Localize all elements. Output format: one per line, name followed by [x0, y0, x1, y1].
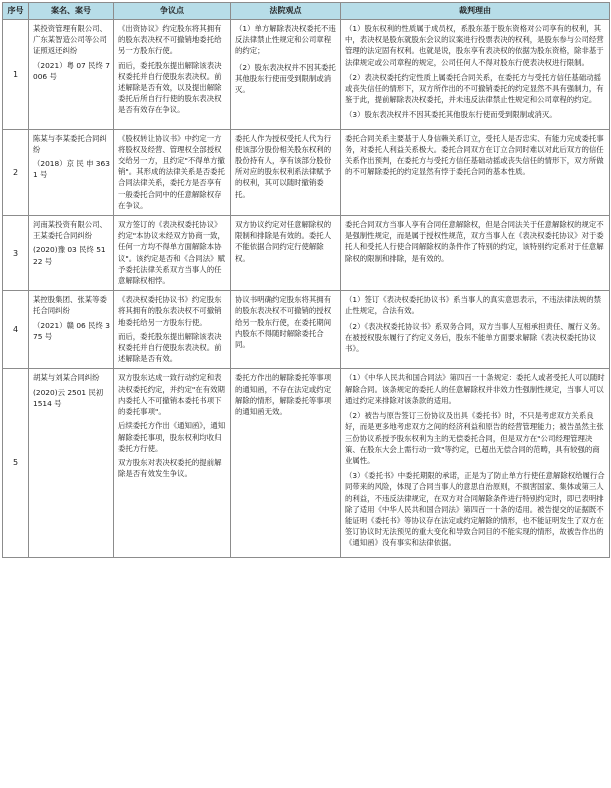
header-no: 序号: [3, 3, 29, 20]
reason-text: （2）被告与原告签订三份协议及出具《委托书》时，不只是考虑双方关系良好，而是更多地考虑双方之间的经济利益和原告的经营管理能力；被告虽然主张三份协议系授予股东权利为主的无偿委托合同，但是双方在"公司经理管理决策、在股东大会上需行动一致"等约定，已超出无偿合同的范畴，具有较强的商业属性。: [345, 411, 604, 465]
case-name: 某投资管理有限公司、广东某智造公司等公司证照返还纠纷: [33, 24, 107, 56]
dispute-text: 而后，委托股东提出解除该表决权委托并自行使股东表决权。前述解除是否有效。: [118, 331, 222, 364]
court-view-cell: [231, 369, 341, 557]
case-number: (2020)豫 03 民终 5122 号: [33, 245, 106, 266]
table-row: [3, 216, 610, 291]
case-name-cell: [29, 129, 114, 215]
table-row: [3, 291, 610, 369]
row-number: 3: [3, 216, 29, 291]
court-view-cell: [231, 291, 341, 369]
table-row: [3, 369, 610, 557]
reason-text: （1）《中华人民共和国合同法》第四百一十条规定：委托人或者受托人可以随时解除合同。该条规定的委托人的任意解除权并非效力性强制性规定，当事人可以通过约定来排除对该条款的适用。: [345, 373, 605, 405]
case-name: 某控股集团、张某等委托合同纠纷: [33, 295, 107, 316]
reason-text: （1）股东权利的性质属于成员权，系股东基于股东资格对公司享有的权利，其中，表决权是股东就股东会议的议案进行投票表决的权利，是股东参与公司经营管理的法定固有权利。也就是说，股东享有表决权的依据为股东资格，除非基于法律规定或公司章程的规定，公司任何人不得对股东行使表决权进行限制。: [345, 24, 604, 67]
reason-text: （3）股东表决权并不因其委托其他股东行使而受到限制或消灭。: [345, 110, 557, 120]
reason-cell: [341, 129, 610, 215]
court-view-text: 双方协议约定对任意解除权的限制和排除是有效的。委托人不能依据合同约定行使解除权。: [235, 220, 332, 263]
header-reason: 裁判理由: [341, 3, 610, 20]
dispute-text: 《股权转让协议书》中约定一方将股权及经营、管理权全部授权交给另一方，且约定"不得单方撤销"。其形成的法律关系是否委托合同法律关系，委托方是否享有一般委托合同中的任意解除权存在争议。: [118, 133, 225, 210]
court-view-text: 委托人作为授权受托人代为行使该部分股份相关股东权利的股份持有人，享有该部分股份所对应的股东权利系法律赋予的权利，其可以随时撤销委托。: [235, 133, 332, 199]
case-name-cell: [29, 216, 114, 291]
reason-text: （2）表决权委托约定性质上属委托合同关系，在委托方与受托方信任基础动摇或丧失信任的情形下，双方所作出的不可撤销委托的约定显然不具有强制力，有鉴于此，提前解除表决权委托，并未违反法律禁止性规定和公司章程的约定。: [345, 72, 604, 105]
dispute-text: 双方股东达成一致行动约定和表决权委托约定，并约定"在有效期内委托人不可撤销本委托书项下的委托事项"。: [118, 373, 225, 417]
case-name: 陈某与李某委托合同纠纷: [33, 133, 107, 154]
reason-cell: [341, 291, 610, 369]
reason-text: （1）签订《表决权委托协议书》系当事人的真实意思表示，不违法律法规的禁止性规定，合法有效。: [345, 295, 601, 316]
row-number: 4: [3, 291, 29, 369]
reason-text: 委托合同双方当事人享有合同任意解除权，但是合同法关于任意解除权的规定不是强制性规定，而是属于授权性规范，双方当事人在《表决权委托协议》对于委托人和受托人行使合同解除权的条件作了特别的约定，该特别约定系对于任意解除权的限制和排除，是有效的。: [345, 220, 604, 263]
header-row: [3, 3, 610, 20]
row-number: 5: [3, 369, 29, 557]
case-number: （2018）京 民 申 3631 号: [33, 159, 110, 180]
dispute-text: 《出资协议》约定股东将其拥有的股东表决权不可撤销地委托给另一方股东行使。: [118, 24, 222, 56]
case-table: [2, 2, 610, 558]
court-view-cell: [231, 216, 341, 291]
court-view-text: （2）股东表决权并不因其委托其他股东行使而受到限制或消灭。: [235, 62, 336, 95]
case-name-cell: [29, 291, 114, 369]
header-court: 法院观点: [231, 3, 341, 20]
dispute-cell: [114, 216, 231, 291]
reason-text: （3）《委托书》中委托期限的承诺，正是为了防止单方行使任意解除权给履行合同带来的风险，体现了合同当事人的意思自治原则，不损害国家、集体或第三人的利益，不违反法律规定，在双方对合同解除条件进行特别约定时，即已表明排除了适用《中华人民共和国合同法》第四百一十条的适用。被告提交的证据既不能证明《委托书》等协议存在法定或约定解除的情形，也不能证明发生了双方在签订协议时无法预见的重大变化和导致合同目的不能实现的情形，故被告作出的《通知函》没有事实和法律依据。: [345, 471, 605, 548]
court-view-text: 委托方作出的解除委托等事项的通知函，不存在法定或约定解除的情形，解除委托等事项的通知函无效。: [235, 373, 332, 417]
dispute-cell: [114, 129, 231, 215]
dispute-text: 双方股东对表决权委托的提前解除是否有效发生争议。: [118, 457, 222, 479]
case-number: （2021）赣 06 民终 375 号: [33, 320, 110, 341]
reason-text: 委托合同关系主要基于人身信赖关系订立，受托人是否忠实、有能力完成委托事务，对委托人利益关系极大。委托合同双方在订立合同时难以对此后双方的信任关系作出预判，在委托方与受托方信任基础动摇或丧失信任的情形下，双方所做的不可解除委托的约定显然有悖于委托合同的基本性质。: [345, 133, 604, 177]
reason-text: （2）《表决权委托协议书》系双务合同，双方当事人互相承担责任、履行义务。在被授权股东履行了约定义务后，股东不能单方面要求解除《表决权委托协议书》。: [345, 321, 605, 354]
dispute-text: 双方签订的《表决权委托协议》约定"本协议未经双方协商一致，任何一方均不得单方面解除本协议"。该约定是否和《合同法》赋予委托法律关系双方当事人的任意解除权相悖。: [118, 220, 225, 286]
dispute-text: 《表决权委托协议书》约定股东将其拥有的股东表决权不可撤销地委托给另一方股东行使。: [118, 295, 222, 327]
case-number: （2021）粤 07 民终 7006 号: [33, 60, 110, 81]
case-name: 河南某投资有限公司、王某委托合同纠纷: [33, 220, 107, 241]
table-row: [3, 20, 610, 130]
dispute-text: 后续委托方作出《通知函》，通知解除委托事项，股东权利均收归委托方行使。: [118, 421, 226, 453]
court-view-cell: [231, 20, 341, 130]
table-row: [3, 129, 610, 215]
reason-cell: [341, 20, 610, 130]
court-view-cell: [231, 129, 341, 215]
court-view-text: （1）单方解除表决权委托不违反法律禁止性规定和公司章程的约定；: [235, 24, 336, 56]
header-case: 案名、案号: [29, 3, 114, 20]
header-dispute: 争议点: [114, 3, 231, 20]
case-name-cell: [29, 369, 114, 557]
reason-cell: [341, 369, 610, 557]
court-view-text: 协议书明确约定股东将其拥有的股东表决权不可撤销的授权给另一股东行使，在委托期间内股东不得随时解除委托合同。: [235, 295, 332, 350]
dispute-text: 而后，委托股东提出解除该表决权委托并自行使股东表决权。前述解除是否有效，以及提出解除委托后所自行行使的股东表决权是否有效存在争议。: [118, 60, 222, 115]
reason-cell: [341, 216, 610, 291]
row-number: 2: [3, 129, 29, 215]
row-number: 1: [3, 20, 29, 130]
dispute-cell: [114, 291, 231, 369]
case-name-cell: [29, 20, 114, 130]
case-name: 胡某与刘某合同纠纷: [33, 373, 100, 383]
dispute-cell: [114, 369, 231, 557]
dispute-cell: [114, 20, 231, 130]
case-number: (2020)云 2501 民初 1514 号: [33, 387, 104, 408]
